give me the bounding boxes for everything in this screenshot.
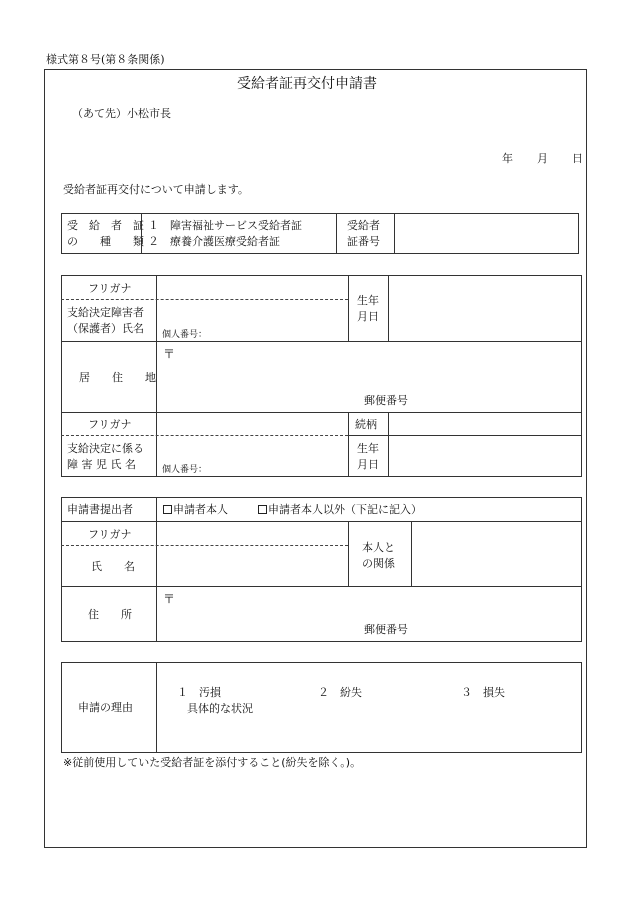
submitter-self-option[interactable] bbox=[163, 503, 228, 517]
relation-field[interactable] bbox=[390, 414, 580, 434]
date-year: 年 bbox=[502, 152, 513, 165]
person-name-field[interactable] bbox=[158, 301, 346, 325]
child-furigana-field[interactable] bbox=[158, 414, 346, 434]
cert-number-field[interactable] bbox=[396, 215, 577, 252]
cert-number-label-1: 受給者 bbox=[347, 219, 380, 232]
cert-option-2[interactable]: ２ 療養介護医療受給者証 bbox=[148, 235, 280, 248]
reason-detail-label: 具体的な状況 bbox=[187, 702, 253, 715]
reason-option-1[interactable]: １ 汚損 bbox=[177, 686, 221, 699]
submitter-label: 申請書提出者 bbox=[67, 503, 133, 516]
page-title: 受給者証再交付申請書 bbox=[237, 76, 377, 92]
cert-kind-label-1: 受 給 者 証 bbox=[67, 219, 144, 232]
submitter-relation-field[interactable] bbox=[413, 523, 580, 584]
postal-mark: 〒 bbox=[163, 347, 176, 361]
checkbox-other[interactable] bbox=[258, 505, 267, 514]
residence-label: 居 住 地 bbox=[79, 371, 156, 384]
person-name-label-1: 支給決定障害者 bbox=[67, 306, 144, 319]
person-furigana-label: フリガナ bbox=[88, 282, 132, 295]
reason-option-3[interactable]: ３ 損失 bbox=[461, 686, 505, 699]
birth-label-2: 月日 bbox=[357, 310, 379, 323]
residence-field[interactable] bbox=[158, 343, 580, 389]
cert-number-label-2: 証番号 bbox=[347, 235, 380, 248]
footnote: ※従前使用していた受給者証を添付すること(紛失を除く。)。 bbox=[63, 756, 362, 769]
intro-text: 受給者証再交付について申請します。 bbox=[63, 183, 249, 196]
reason-label: 申請の理由 bbox=[78, 701, 133, 714]
checkbox-self[interactable] bbox=[163, 505, 172, 514]
postal-label: 郵便番号 bbox=[364, 394, 408, 407]
submitter-postal-mark: 〒 bbox=[163, 592, 176, 606]
submitter-postal-label: 郵便番号 bbox=[364, 623, 408, 636]
personal-number-label: 個人番号： bbox=[162, 330, 208, 340]
child-personal-number-label: 個人番号： bbox=[162, 465, 208, 475]
submitter-furigana-field[interactable] bbox=[158, 523, 346, 544]
submitter-other-option[interactable] bbox=[258, 503, 422, 517]
addressee: （あて先）小松市長 bbox=[72, 107, 171, 120]
submitter-other-label: 申請者本人以外（下記に記入） bbox=[268, 503, 422, 516]
submitter-address-label: 住 所 bbox=[88, 608, 132, 621]
submitter-name-field[interactable] bbox=[158, 547, 346, 584]
relation-label: 続柄 bbox=[355, 418, 377, 431]
child-name-field[interactable] bbox=[158, 437, 346, 461]
submitter-furigana-label: フリガナ bbox=[88, 528, 132, 541]
submitter-address-field[interactable] bbox=[158, 588, 580, 620]
child-birth-label-1: 生年 bbox=[357, 442, 379, 455]
reason-option-2[interactable]: ２ 紛失 bbox=[318, 686, 362, 699]
person-name-label-2: （保護者）氏名 bbox=[67, 322, 144, 335]
submitter-name-label: 氏 名 bbox=[91, 560, 135, 573]
date-month: 月 bbox=[537, 152, 548, 165]
reason-detail-field[interactable] bbox=[185, 718, 575, 748]
child-name-label-2: 障 害 児 氏 名 bbox=[67, 458, 136, 471]
person-furigana-field[interactable] bbox=[158, 277, 346, 298]
child-name-label-1: 支給決定に係る bbox=[67, 442, 144, 455]
birth-date-field[interactable] bbox=[390, 277, 580, 340]
date-day: 日 bbox=[572, 152, 583, 165]
child-furigana-label: フリガナ bbox=[88, 418, 132, 431]
child-birth-label-2: 月日 bbox=[357, 458, 379, 471]
child-birth-date-field[interactable] bbox=[390, 437, 580, 475]
cert-kind-label-2: の 種 類 bbox=[67, 235, 144, 248]
birth-label-1: 生年 bbox=[357, 294, 379, 307]
cert-option-1[interactable]: １ 障害福祉サービス受給者証 bbox=[148, 219, 302, 232]
submitter-relation-label-1: 本人と bbox=[362, 541, 395, 554]
submitter-self-label: 申請者本人 bbox=[173, 503, 228, 516]
form-number: 様式第８号(第８条関係) bbox=[46, 53, 165, 66]
submitter-relation-label-2: の関係 bbox=[362, 557, 395, 570]
